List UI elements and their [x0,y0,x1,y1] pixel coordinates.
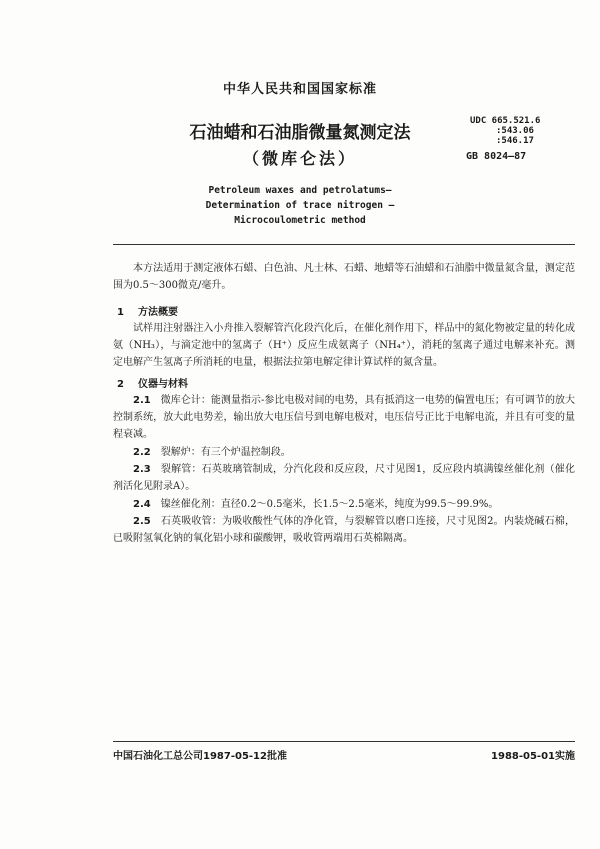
item-2-5-text: 石英吸收管：为吸收酸性气体的净化管，与裂解管以磨口连接，尺寸见图2。内装烧碱石棉，已吸附氢氧化钠的氧化铝小球和碳酸钾，吸收管两端用石英棉隔离。 [113,516,575,544]
approval-line: 中国石油化工总公司1987-05-12批准 [113,751,287,762]
intro-paragraph: 本方法适用于测定液体石蜡、白色油、凡士林、石蜡、地蜡等石油蜡和石油脂中微量氮含量，测定范围为0.5～300微克/毫升。 [113,263,575,291]
section-1-title: 方法概要 [137,307,178,318]
item-2-2-text: 裂解炉：有三个炉温控制段。 [160,447,291,458]
item-2-3-number: 2.3 [133,464,151,475]
national-standard-label: 中华人民共和国国家标准 [222,82,377,97]
english-title-line-1: Petroleum waxes and petrolatums— [208,185,392,196]
section-2-number: 2 [117,379,124,390]
item-2-2-number: 2.2 [133,447,151,458]
section-1-heading [117,303,192,318]
item-2-2 [113,444,575,461]
item-2-1-text: 微库仑计：能测量指示-参比电极对间的电势，具有抵消这一电势的偏置电压；有可调节的放大控制系统，放大此电势差，输出放大电压信号到电解电极对，电压信号正比于电解电流，并且有可变的量程衰减。 [113,395,575,440]
item-2-4 [113,496,575,513]
udc-line-3: :546.17 [496,136,534,146]
item-2-5-number: 2.5 [133,516,151,527]
gb-number: GB 8024—87 [466,151,527,162]
item-2-1 [113,392,575,443]
document-subtitle: （微库仑法） [242,149,357,168]
english-title-line-3: Microcoulometric method [234,215,366,226]
effective-date: 1988-05-01实施 [491,751,575,762]
header-divider [113,244,575,245]
section-2-title: 仪器与材料 [137,379,188,390]
udc-line-1: UDC 665.521.6 [470,116,541,126]
section-2-heading [117,375,202,390]
item-2-1-number: 2.1 [133,395,151,406]
section-1-body: 试样用注射器注入小舟推入裂解管汽化段汽化后，在催化剂作用下，样品中的氮化物被定量的转化成氨（NH₃），与滴定池中的氢离子（H⁺）反应生成氨离子（NH₄⁺），消耗的氢离子通过电解来补充。测定电解产生氢离子所消耗的电量，根据法拉第电解定律计算试样的氮含量。 [113,323,575,368]
udc-classification [470,116,580,146]
item-2-4-number: 2.4 [133,499,151,510]
english-title-line-2: Determination of trace nitrogen — [205,200,395,211]
item-2-3-text: 裂解管：石英玻璃管制成，分汽化段和反应段，尺寸见图1，反应段内填满镍丝催化剂（催化剂活化见附录A）。 [113,464,575,492]
document-title: 石油蜡和石油脂微量氮测定法 [189,123,411,143]
udc-line-2: :543.06 [496,126,534,136]
footer-divider [113,741,575,742]
section-1-number: 1 [117,307,124,318]
item-2-4-text: 镍丝催化剂：直径0.2～0.5毫米，长1.5～2.5毫米，纯度为99.5～99.9%。 [160,499,499,510]
item-2-5 [113,513,575,547]
item-2-3 [113,461,575,495]
english-title [0,183,600,228]
